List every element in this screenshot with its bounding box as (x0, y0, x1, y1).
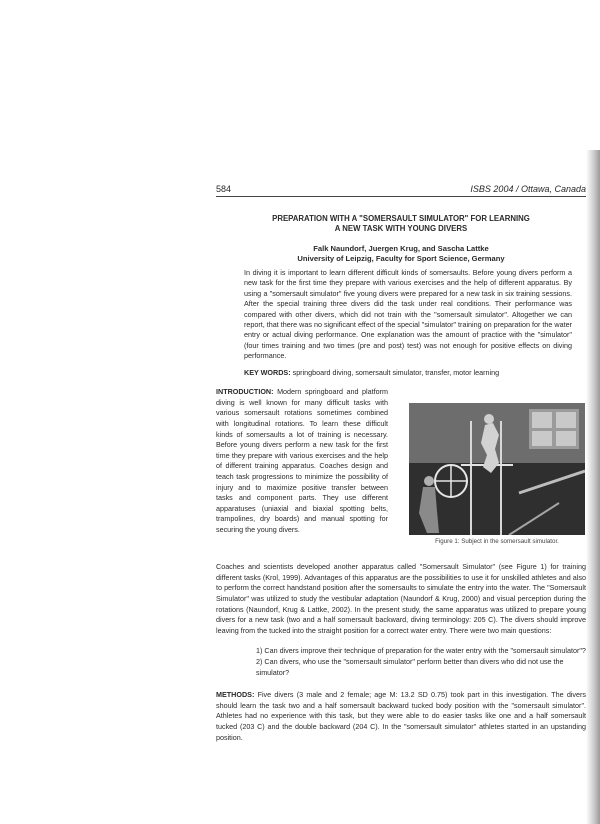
figure-caption: Figure 1: Subject in the somersault simulator. (435, 538, 559, 546)
scan-shadow-edge (586, 150, 600, 824)
conference-name: ISBS 2004 / Ottawa, Canada (470, 184, 586, 194)
author-names: Falk Naundorf, Juergen Krug, and Sascha Lattke (313, 244, 489, 253)
title-line-1: PREPARATION WITH A "SOMERSAULT SIMULATOR" FOR LEARNING (272, 214, 530, 223)
introduction-section (216, 387, 586, 562)
introduction-heading: INTRODUCTION: (216, 387, 274, 397)
methods-heading: METHODS: (216, 690, 255, 700)
page-header (216, 184, 586, 197)
keywords-label: KEY WORDS: (244, 367, 291, 377)
page-number: 584 (216, 184, 232, 194)
title-line-2: A NEW TASK WITH YOUNG DIVERS (334, 224, 468, 233)
introduction-column (216, 387, 388, 535)
keywords-text: springboard diving, somersault simulator, transfer, motor learning (292, 367, 500, 377)
methods-text: Five divers (3 male and 2 female; age M: 13.2 SD 0.75) took part in this investigation. The divers should learn the task two and a half somersault backward tucked body position with the "somersault simulator". Athletes had no experience with this task, but they were able to do easier tasks like one and a half somersault tucked (203 C) and the double backward (204 C). In the "somersault simulator" athletes started in an upstanding position. (216, 690, 587, 742)
figure-photo (409, 403, 585, 535)
introduction-column-text: Modern springboard and platform diving is well known for many difficult tasks with various somersault rotations sometimes combined with longitudinal rotations. To learn these difficult kinds of somersaults a lot of training is necessary. Before young divers perform a new task for the first time they prepare with various exercises and the help of different training apparatus. Coaches design and teach task progressions to minimize the possibility of injury and to maximize positive transfer between tasks and component parts. They use different apparatuses (uniaxial and biaxial spotting belts, trampolines, dry boards) and manual spotting for securing the young divers. (216, 387, 389, 534)
paper-page (216, 184, 586, 743)
question-1: 1) Can divers improve their technique of preparation for the water entry with the "somersault simulator"? (256, 646, 586, 656)
paper-title (216, 214, 586, 234)
methods-section (216, 690, 586, 743)
question-2: 2) Can divers, who use the "somersault simulator" perform better than divers who did not use the simulator? (256, 657, 564, 677)
author-affiliation: University of Leipzig, Faculty for Sport Science, Germany (297, 254, 505, 263)
keywords (244, 368, 572, 379)
research-questions (256, 646, 586, 678)
abstract: In diving it is important to learn different difficult kinds of somersaults. Before young divers perform a new task for the first time they prepare with various exercises and the help of different apparatus. By using a "somersault simulator" five young divers were prepared for a new task in six training sessions. After the special training three divers did the task under real conditions. Their performance was compared with other divers, which did not train with the "somersault simulator". Altogether we can report, that there was no significant effect of the special "simulator" training on preparation for the water entry or actual diving performance. One explanation was the amount of practice with the "simulator" (four times training and two times (pre and post) test) was not enough for positive effects on diving performance. (244, 268, 572, 361)
introduction-continued: Coaches and scientists developed another apparatus called "Somersault Simulator" (see Figure 1) for training different tasks (Krol, 1999). Advantages of this apparatus are the possibilities to use it for unskilled athletes and also to perform the correct handstand position after the somersaults to simulate the entry into the water. The "Somersault Simulator" was utilized to study the vestibular adaptation (Naundorf & Krug, 2000) and visual perception during the rotations (Naundorf, Krug & Lattke, 2002). In the present study, the same apparatus was utilized to prepare young divers for a new task (two and a half somersault backward, diving terminology: 205 C). The divers should improve leaving from the tucked into the straight position for a correct water entry. There were two main questions: (216, 562, 586, 635)
figure-1 (409, 403, 585, 546)
authors-block (216, 244, 586, 264)
